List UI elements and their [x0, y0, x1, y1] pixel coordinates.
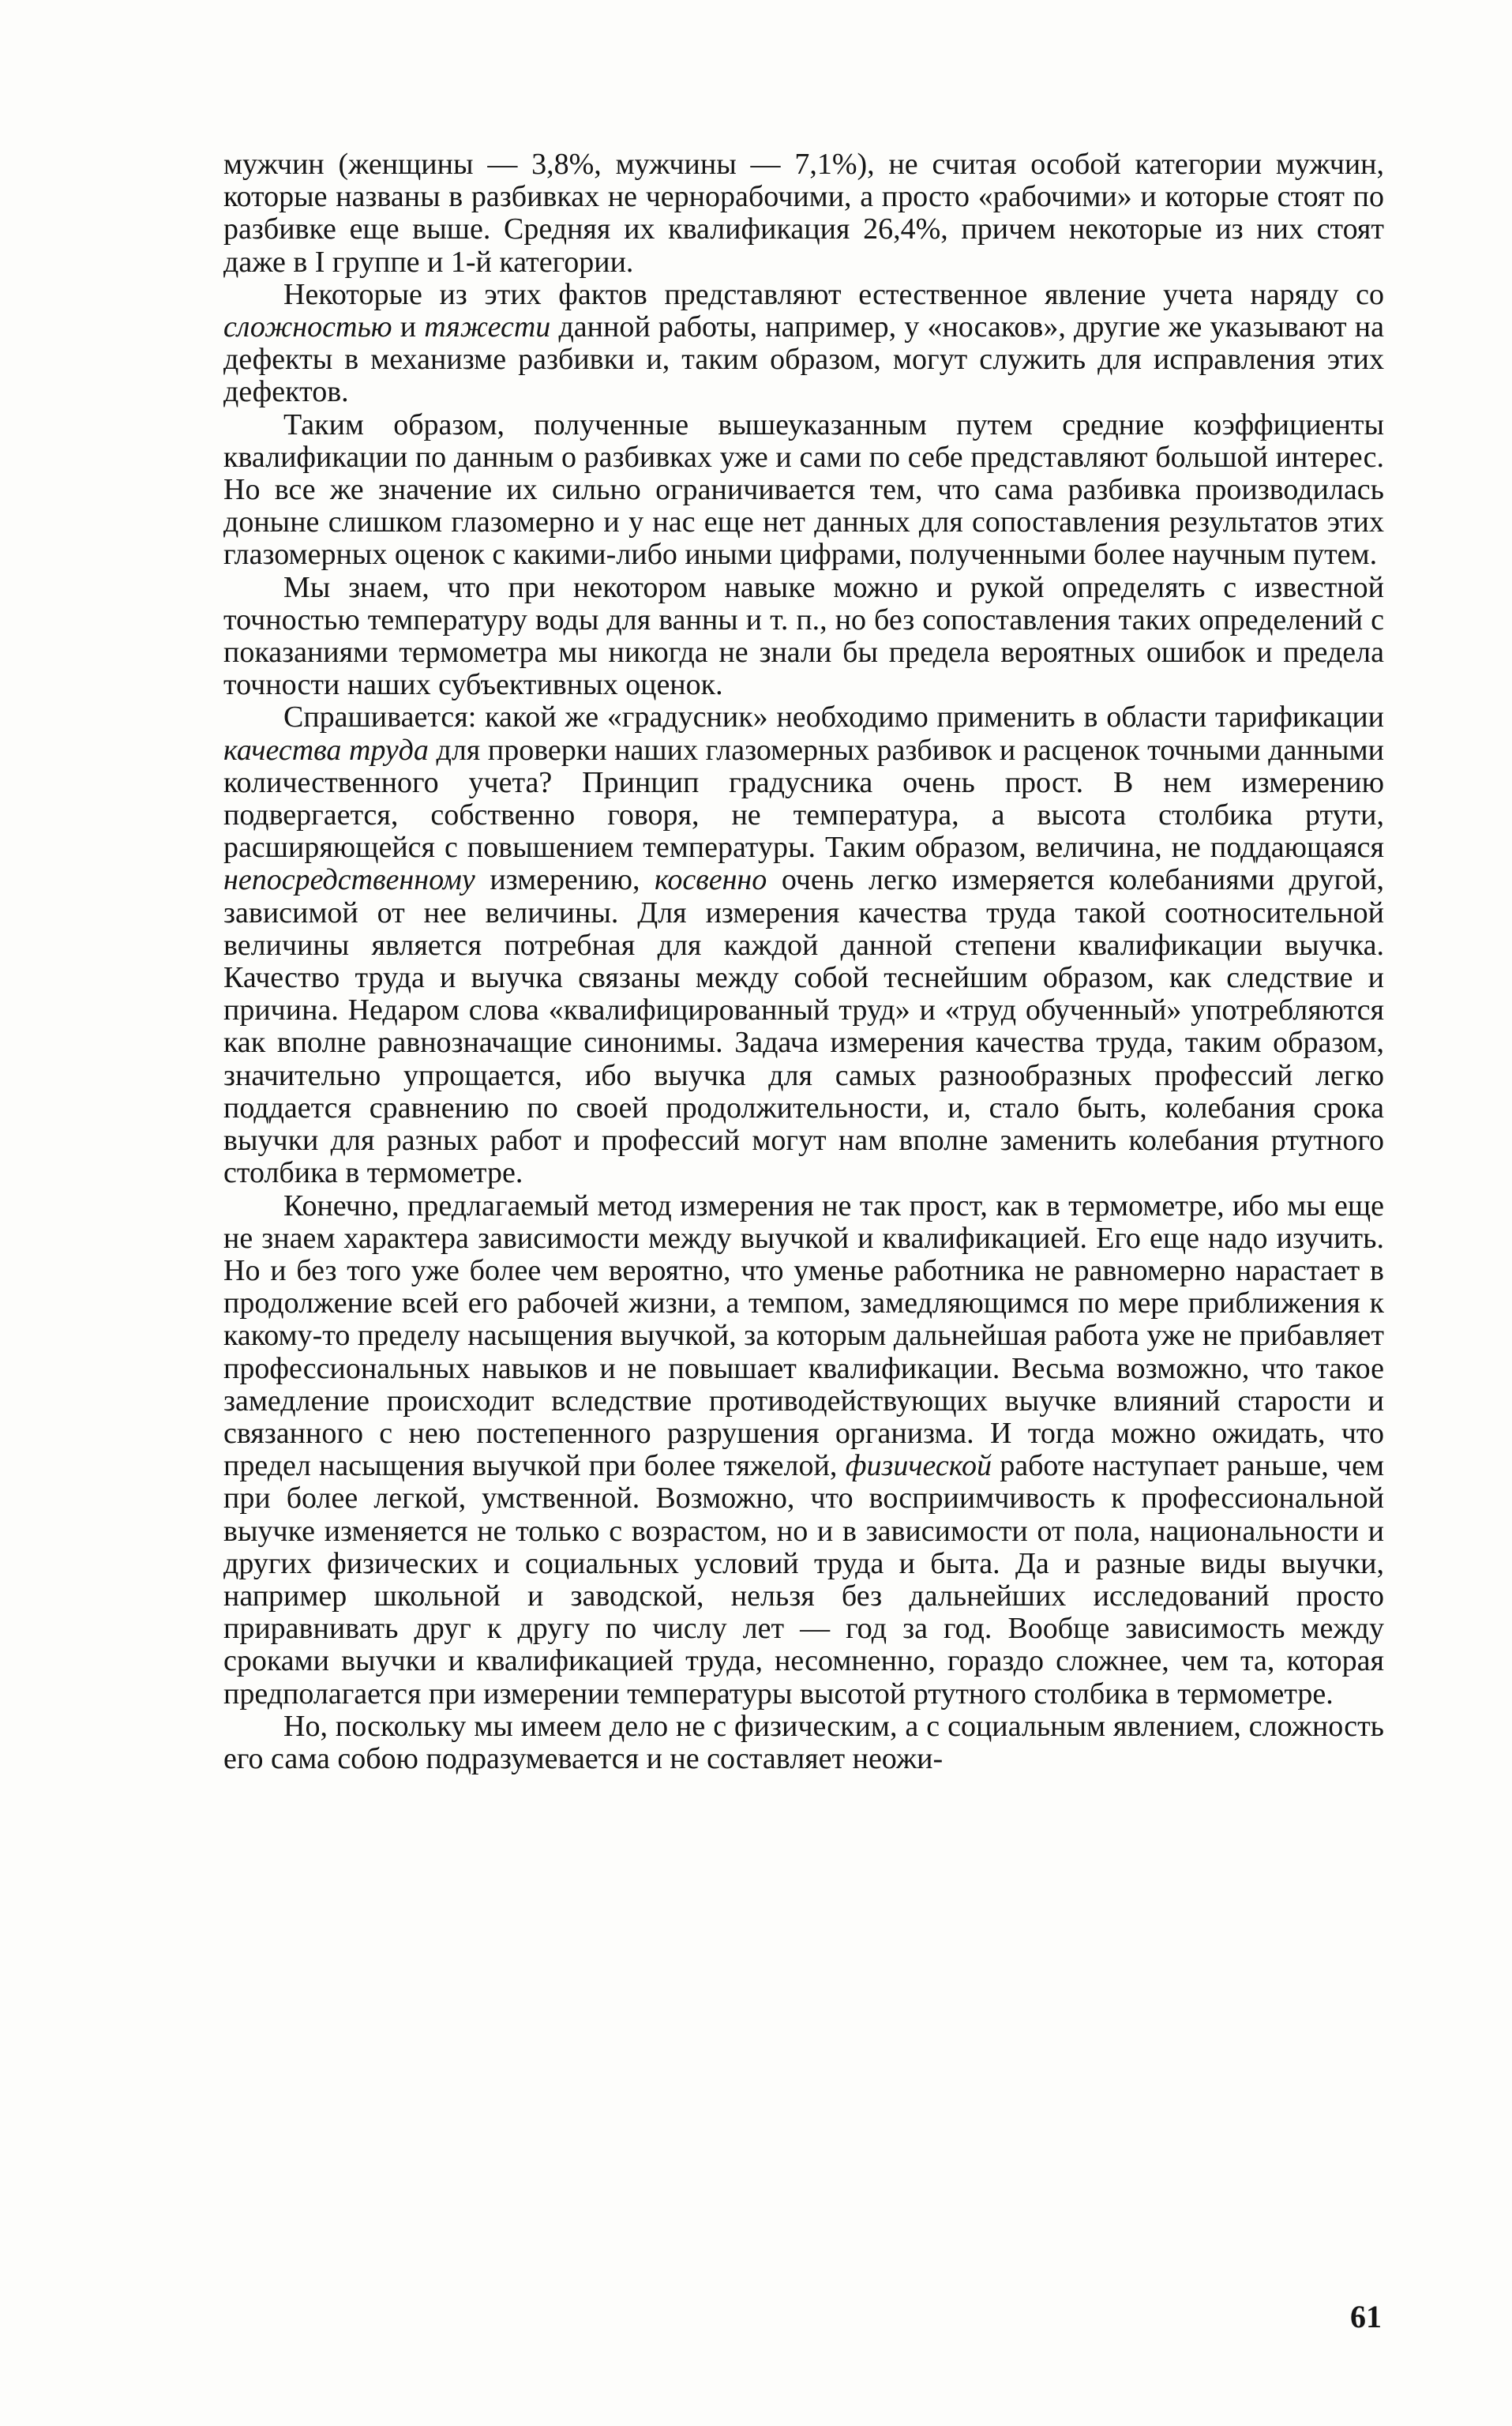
- emphasis-text: физической: [845, 1449, 992, 1483]
- paragraph-text: мужчин (женщины — 3,8%, мужчины — 7,1%), не считая особой категории мужчин, которые названы в разбивках не чернорабочими, а просто «рабочими» и которые стоят по разбивке еще выше. Средняя их квалификация 26,4%, причем некоторые из них стоят даже в I группе и 1-й категории.: [223, 148, 1384, 279]
- emphasis-text: косвенно: [655, 863, 767, 897]
- emphasis-text: сложностью: [223, 310, 392, 344]
- paragraph-3: [223, 409, 1384, 572]
- paragraph-4: [223, 572, 1384, 702]
- paragraph-6: [223, 1190, 1384, 1711]
- paragraph-text: Спрашивается: какой же «градусник» необходимо применить в области тарификации: [283, 700, 1384, 734]
- body-text: [223, 148, 1384, 1775]
- paragraph-text: измерению,: [475, 863, 655, 897]
- paragraph-text: Мы знаем, что при некотором навыке можно и рукой определять с известной точностью температуру воды для ванны и т. п., но без сопоставления таких определений с показаниями термометра мы никогда не знали бы предела вероятных ошибок и предела точности наших субъективных оценок.: [223, 570, 1384, 702]
- paragraph-text: очень легко измеряется колебаниями другой, зависимой от нее величины. Для измерения качества труда такой соотносительной величины является потребная для каждой данной степени квалификации выучка. Качество труда и выучка связаны между собой теснейшим образом, как следствие и причина. Недаром слова «квалифицированный труд» и «труд обученный» употребляются как вполне равнозначащие синонимы. Задача измерения качества труда, таким образом, значительно упрощается, ибо выучка для самых разнообразных профессий легко поддается сравнению по своей продолжительности, и, стало быть, колебания срока выучки для разных работ и профессий могут нам вполне заменить колебания ртутного столбика в термометре.: [223, 863, 1384, 1190]
- paragraph-text: данной работы, например, у «носаков», другие же указывают на дефекты в механизме разбивки и, таким образом, могут служить для исправления этих дефектов.: [223, 310, 1385, 409]
- paragraph-5: [223, 701, 1384, 1189]
- paragraph-text: Таким образом, полученные вышеуказанным путем средние коэффициенты квалификации по данным о разбивках уже и сами по себе представляют большой интерес. Но все же значение их сильно ограничивается тем, что сама разбивка производилась доныне слишком глазомерно и у нас еще нет данных для сопоставления результатов этих глазомерных оценок с какими-либо иными цифрами, полученными более научным путем.: [223, 407, 1384, 572]
- emphasis-text: непосредственному: [223, 863, 475, 897]
- paragraph-1: [223, 148, 1384, 279]
- emphasis-text: тяжести: [424, 310, 551, 344]
- emphasis-text: качества труда: [223, 733, 429, 767]
- paragraph-text: для проверки наших глазомерных разбивок и расценок точными данными количественного учета? Принцип градусника очень прост. В нем измерению подвергается, собственно говоря, не температура, а высота столбика ртути, расширяющейся с повышением температуры. Таким образом, величина, не поддающаяся: [223, 733, 1384, 865]
- paragraph-text: работе наступает раньше, чем при более легкой, умственной. Возможно, что восприимчивость к профессиональной выучке изменяется не только с возрастом, но и в зависимости от пола, национальности и других физических и социальных условий труда и быта. Да и разные виды выучки, например школьной и заводской, нельзя без дальнейших исследований просто приравнивать друг к другу по числу лет — год за год. Вообще зависимость между сроками выучки и квалификацией труда, несомненно, гораздо сложнее, чем та, которая предполагается при измерении температуры высотой ртутного столбика в термометре.: [223, 1449, 1384, 1711]
- page-number: 61: [1350, 2299, 1382, 2334]
- paragraph-text: Но, поскольку мы имеем дело не с физическим, а с социальным явлением, сложность его сама собою подразумевается и не составляет неожи-: [223, 1709, 1384, 1775]
- paragraph-7: [223, 1711, 1384, 1775]
- paragraph-text: и: [392, 310, 425, 344]
- paragraph-text: Некоторые из этих фактов представляют естественное явление учета наряду со: [283, 277, 1384, 311]
- paragraph-text: Конечно, предлагаемый метод измерения не так прост, как в термометре, ибо мы еще не знаем характера зависимости между выучкой и квалификацией. Его еще надо изучить. Но и без того уже более чем вероятно, что уменье работника не равномерно нарастает в продолжение всей его рабочей жизни, а темпом, замедляющимся по мере приближения к какому-то пределу насыщения выучкой, за которым дальнейшая работа уже не прибавляет профессиональных навыков и не повышает квалификации. Весьма возможно, что такое замедление происходит вследствие противодействующих выучке влияний старости и связанного с нею постепенного разрушения организма. И тогда можно ожидать, что предел насыщения выучкой при более тяжелой,: [223, 1189, 1384, 1483]
- paragraph-2: [223, 279, 1384, 409]
